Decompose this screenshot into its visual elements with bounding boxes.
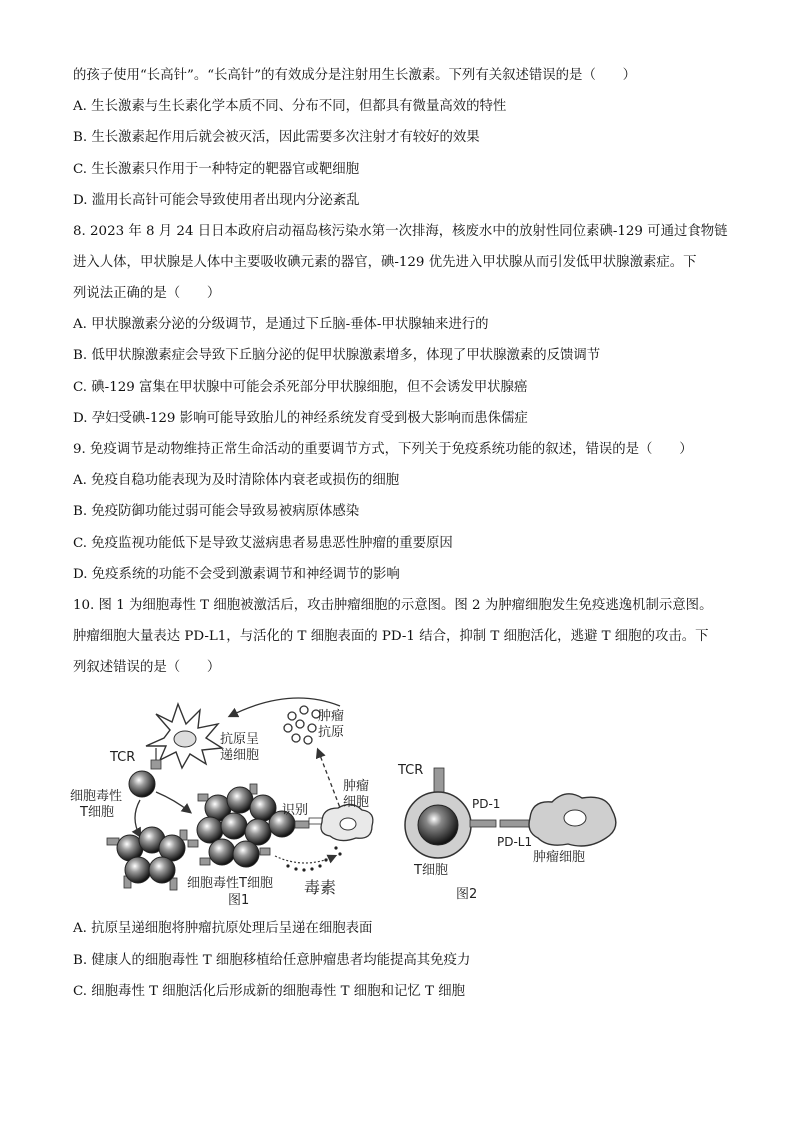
question-stem: 进入人体，甲状腺是人体中主要吸收碘元素的器官，碘-129 优先进入甲状腺从而引发低甲状腺激素症。下 bbox=[73, 255, 697, 270]
question-stem: 列说法正确的是（ ） bbox=[73, 286, 221, 301]
tcr-label-fig2: TCR bbox=[398, 763, 424, 778]
option-b: B. 健康人的细胞毒性 T 细胞移植给任意肿瘤患者均能提高其免疫力 bbox=[73, 953, 471, 968]
figure-1-caption: 图1 bbox=[228, 893, 250, 906]
antigen-label-2: 抗原 bbox=[318, 725, 345, 740]
tumor-label-2: 细胞 bbox=[343, 795, 370, 810]
apc-label-1: 抗原呈 bbox=[220, 732, 260, 747]
question-stem: 10. 图 1 为细胞毒性 T 细胞被激活后，攻击肿瘤细胞的示意图。图 2 为肿瘤细胞发生免疫逃逸机制示意图。 bbox=[73, 598, 713, 613]
option-d: D. 免疫系统的功能不会受到激素调节和神经调节的影响 bbox=[73, 567, 400, 582]
figure-2-caption: 图2 bbox=[456, 887, 478, 902]
tumor-antigen-dots bbox=[284, 706, 320, 744]
t-cell-cluster-left bbox=[107, 827, 187, 890]
tc-group-label: 细胞毒性T细胞 bbox=[187, 876, 273, 891]
question-stem: 列叙述错误的是（ ） bbox=[73, 660, 221, 675]
option-b: B. 低甲状腺激素症会导致下丘脑分泌的促甲状腺激素增多，体现了甲状腺激素的反馈调节 bbox=[73, 348, 601, 363]
t-label-fig2: T细胞 bbox=[414, 863, 448, 878]
tumor-label-1: 肿瘤 bbox=[343, 779, 370, 794]
tc-label-2: T细胞 bbox=[80, 805, 114, 820]
recognize-label: 识别 bbox=[282, 803, 309, 818]
option-a: A. 甲状腺激素分泌的分级调节，是通过下丘脑-垂体-甲状腺轴来进行的 bbox=[73, 317, 489, 332]
option-b: B. 免疫防御功能过弱可能会导致易被病原体感染 bbox=[73, 504, 360, 519]
option-c: C. 碘-129 富集在甲状腺中可能会杀死部分甲状腺细胞，但不会诱发甲状腺癌 bbox=[73, 380, 528, 395]
option-c: C. 生长激素只作用于一种特定的靶器官或靶细胞 bbox=[73, 162, 360, 177]
apc-label-2: 递细胞 bbox=[220, 748, 260, 763]
question-stem: 9. 免疫调节是动物维持正常生命活动的重要调节方式，下列关于免疫系统功能的叙述，错误的是（ ） bbox=[73, 442, 693, 457]
option-d: D. 孕妇受碘-129 影响可能导致胎儿的神经系统发育受到极大影响而患侏儒症 bbox=[73, 411, 528, 426]
figure-2 bbox=[397, 763, 616, 902]
figure-1 bbox=[70, 698, 373, 906]
text-line: 的孩子使用“长高针”。“长高针”的有效成分是注射用生长激素。下列有关叙述错误的是（ ） bbox=[73, 68, 637, 83]
pdl1-label: PD-L1 bbox=[497, 835, 533, 849]
option-d: D. 滥用长高针可能会导致使用者出现内分泌紊乱 bbox=[73, 193, 360, 208]
tcr-label-fig1: TCR bbox=[110, 750, 136, 765]
toxin-dots bbox=[286, 846, 341, 871]
option-a: A. 免疫自稳功能表现为及时清除体内衰老或损伤的细胞 bbox=[73, 473, 400, 488]
t-cell-cluster-right bbox=[188, 784, 295, 867]
question-stem: 8. 2023 年 8 月 24 日日本政府启动福岛核污染水第一次排海，核废水中的放射性同位素碘-129 可通过食物链 bbox=[73, 224, 728, 239]
option-b: B. 生长激素起作用后就会被灭活，因此需要多次注射才有较好的效果 bbox=[73, 130, 480, 145]
antigen-label-1: 肿瘤 bbox=[318, 709, 345, 724]
option-c: C. 细胞毒性 T 细胞活化后形成新的细胞毒性 T 细胞和记忆 T 细胞 bbox=[73, 984, 465, 999]
option-c: C. 免疫监视功能低下是导致艾滋病患者易患恶性肿瘤的重要原因 bbox=[73, 536, 453, 551]
pd1-label: PD-1 bbox=[472, 797, 501, 811]
tumor-label-fig2: 肿瘤细胞 bbox=[533, 850, 586, 865]
question-stem: 肿瘤细胞大量表达 PD-L1，与活化的 T 细胞表面的 PD-1 结合，抑制 T 细胞活化，逃避 T 细胞的攻击。下 bbox=[73, 629, 709, 644]
immune-figure bbox=[60, 688, 640, 906]
option-a: A. 生长激素与生长素化学本质不同、分布不同，但都具有微量高效的特性 bbox=[73, 99, 507, 114]
tc-label-1: 细胞毒性 bbox=[70, 789, 123, 804]
option-a: A. 抗原呈递细胞将肿瘤抗原处理后呈递在细胞表面 bbox=[73, 921, 373, 936]
toxin-label: 毒素 bbox=[304, 878, 337, 897]
